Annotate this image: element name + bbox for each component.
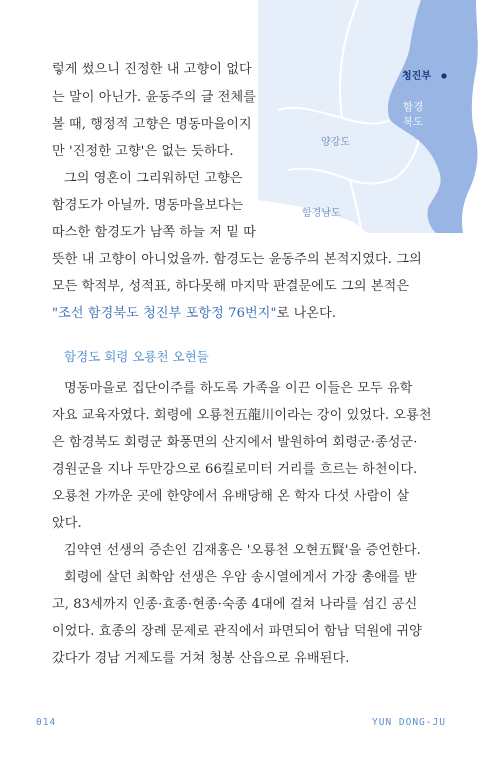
- address-quote: "조선 함경북도 청진부 포항정 76번지": [52, 306, 277, 321]
- body-line: 았다.: [52, 516, 82, 531]
- map-graphic: [258, 0, 500, 233]
- body-line: 김약연 선생의 증손인 김재홍은 '오룡천 오현五賢'을 증언한다.: [64, 543, 421, 558]
- body-line: 만 '진정한 고향'은 없는 듯하다.: [52, 144, 234, 159]
- body-line: 오룡천 가까운 곳에 한양에서 유배당해 온 학자 다섯 사람이 살: [52, 489, 410, 504]
- body-line: 렇게 썼으니 진정한 내 고향이 없다: [52, 62, 252, 77]
- body-line: 갔다가 경남 거제도를 거쳐 청봉 산읍으로 유배된다.: [52, 651, 350, 666]
- running-title: YUN DONG-JU: [372, 717, 446, 728]
- north-hamgyeong-label: 함경북도: [403, 101, 424, 128]
- body-line: 그의 영혼이 그리워하던 고향은: [64, 171, 243, 186]
- address-rest: 로 나온다.: [276, 306, 337, 321]
- body-line: 명동마을로 집단이주를 하도록 가족을 이끈 이들은 모두 유학: [64, 381, 413, 396]
- gangwon-label: 양강도: [321, 137, 350, 148]
- body-line: 함경도가 아닐까. 명동마을보다는: [52, 198, 244, 213]
- body-line: 는 말이 아닌가. 윤동주의 글 전체를: [52, 90, 257, 105]
- body-line-address: [52, 305, 336, 323]
- body-line: 자요 교육자였다. 회령에 오룡천五龍川이라는 강이 있었다. 오룡천: [52, 408, 432, 423]
- body-line: 고, 83세까지 인종·효종·현종·숙종 4대에 걸쳐 나라를 섬긴 공신: [52, 597, 418, 612]
- city-marker: [441, 73, 446, 78]
- body-line: 따스한 함경도가 남쪽 하늘 저 밑 따: [52, 225, 257, 240]
- body-line: 경원군을 지나 두만강으로 66킬로미터 거리를 흐르는 하천이다.: [52, 462, 418, 477]
- city-label: 청진부: [402, 71, 431, 82]
- body-line: 은 함경북도 회령군 화풍면의 산지에서 발원하여 회령군·종성군·: [52, 435, 418, 450]
- body-line: 모든 학적부, 성적표, 하다못해 마지막 판결문에도 그의 본적은: [52, 279, 410, 294]
- page-number: 014: [36, 717, 57, 728]
- region-map: [258, 0, 500, 233]
- body-line: 뜻한 내 고향이 아니었을까. 함경도는 윤동주의 본적지였다. 그의: [52, 252, 422, 267]
- south-hamgyeong-label: 함경남도: [302, 208, 341, 219]
- body-line: 회령에 살던 최학암 선생은 우암 송시열에게서 가장 총애를 받: [64, 570, 417, 585]
- body-line: 이었다. 효종의 장례 문제로 관직에서 파면되어 함남 덕원에 귀양: [52, 624, 422, 639]
- section-heading: 함경도 회령 오룡천 오현들: [64, 349, 209, 364]
- body-line: 볼 때, 행정적 고향은 명동마을이지: [52, 117, 252, 132]
